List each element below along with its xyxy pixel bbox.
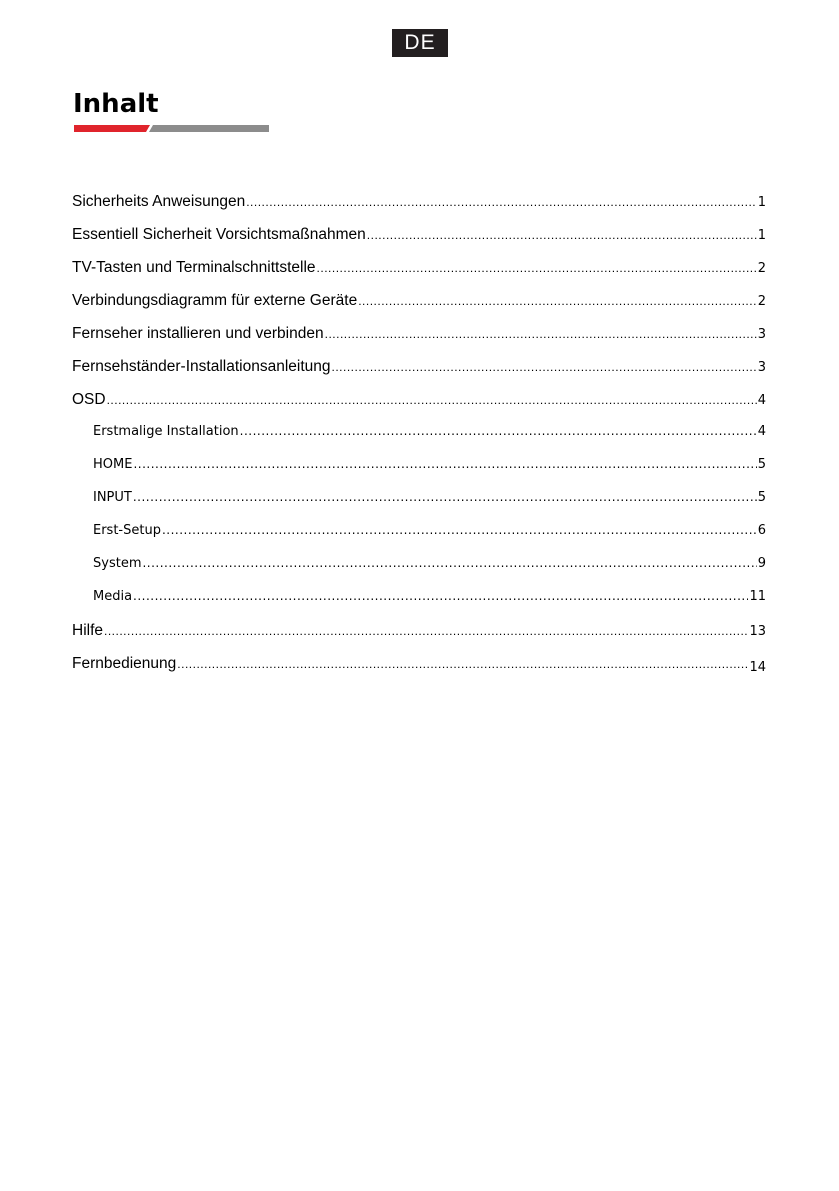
- toc-leader-dots: [142, 556, 756, 570]
- toc-entry-label: Hilfe: [72, 622, 104, 639]
- toc-entry[interactable]: [72, 622, 766, 655]
- toc-entry-page: 6: [757, 523, 766, 538]
- toc-entry-label: System: [93, 556, 142, 571]
- toc-entry-label: Fernsehständer-Installationsanleitung: [72, 358, 331, 375]
- toc-entry-page: 3: [757, 360, 766, 375]
- toc-entry-label: Media: [93, 589, 133, 604]
- toc-entry-label: Verbindungsdiagramm für externe Geräte: [72, 292, 358, 309]
- toc-entry-page: 5: [757, 490, 766, 505]
- toc-subentry[interactable]: [72, 556, 766, 589]
- toc-entry-label: Erstmalige Installation: [93, 424, 239, 439]
- toc-subentry[interactable]: [72, 589, 766, 622]
- toc-leader-dots: [133, 457, 756, 471]
- table-of-contents: [72, 193, 766, 688]
- toc-leader-dots: [240, 424, 757, 438]
- toc-leader-dots: [104, 624, 748, 638]
- toc-entry-label: HOME: [93, 457, 133, 472]
- toc-entry-page: 1: [757, 195, 766, 210]
- toc-entry-label: Fernseher installieren und verbinden: [72, 325, 324, 342]
- toc-entry-page: 3: [757, 327, 766, 342]
- toc-leader-dots: [325, 327, 757, 341]
- toc-entry-page: 2: [757, 261, 766, 276]
- page-title: Inhalt: [73, 89, 159, 119]
- toc-entry-label: Sicherheits Anweisungen: [72, 193, 246, 210]
- toc-entry-label: OSD: [72, 391, 106, 408]
- toc-entry-label: Fernbedienung: [72, 655, 177, 672]
- toc-entry-page: 14: [749, 660, 766, 675]
- toc-subentry[interactable]: [72, 424, 766, 457]
- toc-leader-dots: [367, 228, 757, 242]
- toc-entry-label: Essentiell Sicherheit Vorsichtsmaßnahmen: [72, 226, 366, 243]
- title-underline: [74, 125, 269, 132]
- toc-subentry[interactable]: [72, 523, 766, 556]
- toc-leader-dots: [246, 195, 757, 209]
- underline-gray-segment: [149, 125, 269, 132]
- toc-entry[interactable]: [72, 325, 766, 358]
- toc-leader-dots: [317, 261, 757, 275]
- toc-subentry[interactable]: [72, 457, 766, 490]
- toc-entry-label: INPUT: [93, 490, 132, 505]
- toc-entry[interactable]: [72, 193, 766, 226]
- toc-leader-dots: [162, 523, 757, 537]
- toc-leader-dots: [107, 393, 757, 407]
- toc-leader-dots: [358, 294, 757, 308]
- toc-leader-dots: [177, 657, 748, 671]
- toc-entry-label: TV-Tasten und Terminalschnittstelle: [72, 259, 316, 276]
- toc-entry[interactable]: [72, 391, 766, 424]
- toc-leader-dots: [133, 589, 748, 603]
- toc-entry[interactable]: [72, 259, 766, 292]
- toc-entry-page: 2: [757, 294, 766, 309]
- toc-entry-page: 4: [757, 393, 766, 408]
- toc-entry-page: 11: [749, 589, 766, 604]
- toc-entry-page: 4: [757, 424, 766, 439]
- toc-subentry[interactable]: [72, 490, 766, 523]
- toc-entry[interactable]: [72, 292, 766, 325]
- language-badge: DE: [392, 29, 448, 57]
- underline-red-segment: [74, 125, 150, 132]
- toc-leader-dots: [133, 490, 757, 504]
- toc-entry-page: 9: [757, 556, 766, 571]
- toc-entry-page: 5: [757, 457, 766, 472]
- toc-entry[interactable]: [72, 358, 766, 391]
- toc-leader-dots: [332, 360, 757, 374]
- toc-entry-label: Erst-Setup: [93, 523, 161, 538]
- toc-entry[interactable]: [72, 655, 766, 688]
- toc-entry-page: 13: [749, 624, 766, 639]
- toc-entry[interactable]: [72, 226, 766, 259]
- toc-entry-page: 1: [757, 228, 766, 243]
